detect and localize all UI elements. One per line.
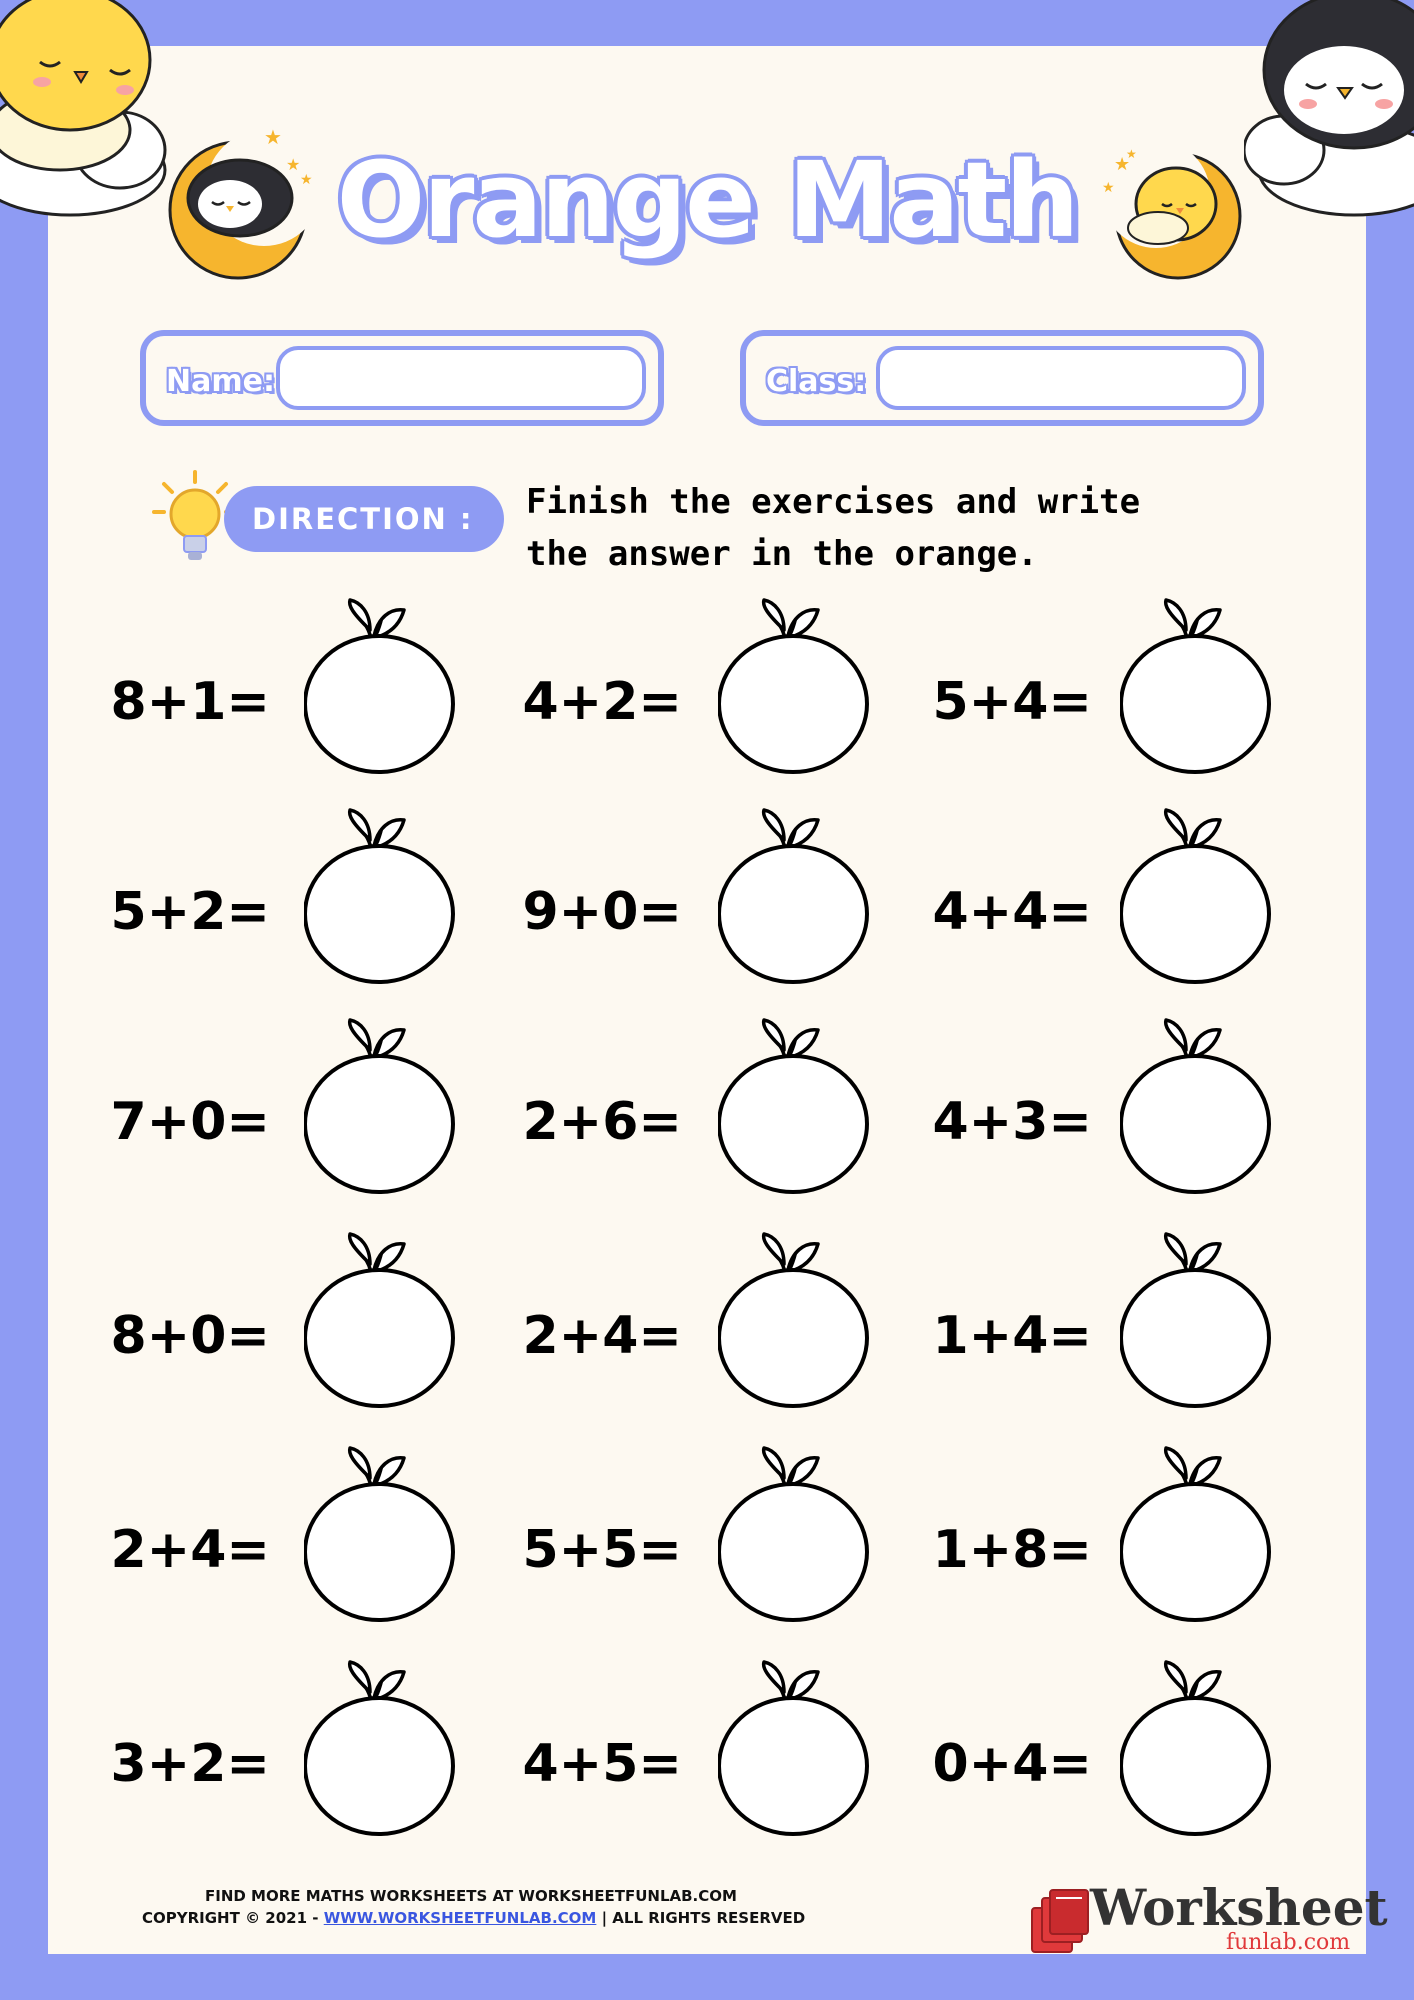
orange-answer-box[interactable] bbox=[1120, 1658, 1278, 1838]
orange-icon bbox=[1120, 1444, 1278, 1624]
orange-icon bbox=[1120, 1230, 1278, 1410]
problem-equation: 9+0= bbox=[522, 882, 682, 942]
class-label: Class: bbox=[766, 364, 867, 399]
problem-equation: 2+4= bbox=[110, 1520, 270, 1580]
problem-equation: 2+6= bbox=[522, 1092, 682, 1152]
copyright-prefix: COPYRIGHT © 2021 - bbox=[142, 1909, 324, 1927]
svg-text:★: ★ bbox=[264, 126, 282, 149]
orange-answer-box[interactable] bbox=[718, 1658, 876, 1838]
svg-text:★: ★ bbox=[286, 155, 301, 174]
problem-equation: 3+2= bbox=[110, 1734, 270, 1794]
problem-equation: 4+3= bbox=[932, 1092, 1092, 1152]
brand-name: Worksheet bbox=[1090, 1878, 1388, 1937]
orange-answer-box[interactable] bbox=[718, 1016, 876, 1196]
problem-equation: 0+4= bbox=[932, 1734, 1092, 1794]
orange-answer-box[interactable] bbox=[1120, 596, 1278, 776]
problem-equation: 4+5= bbox=[522, 1734, 682, 1794]
svg-text:★: ★ bbox=[1126, 147, 1137, 161]
orange-answer-box[interactable] bbox=[1120, 806, 1278, 986]
orange-answer-box[interactable] bbox=[304, 596, 462, 776]
svg-text:★: ★ bbox=[1102, 180, 1115, 196]
orange-answer-box[interactable] bbox=[304, 806, 462, 986]
brand-logo bbox=[1026, 1878, 1388, 1955]
name-field-box bbox=[140, 330, 664, 426]
brand-subtitle: funlab.com bbox=[1226, 1930, 1351, 1955]
orange-icon bbox=[1120, 806, 1278, 986]
footer-promo: FIND MORE MATHS WORKSHEETS AT WORKSHEETFUNLAB.COM bbox=[205, 1887, 737, 1905]
orange-icon bbox=[1120, 1658, 1278, 1838]
orange-icon bbox=[718, 596, 876, 776]
orange-icon bbox=[1120, 596, 1278, 776]
problem-equation: 4+2= bbox=[522, 672, 682, 732]
svg-text:★: ★ bbox=[1114, 154, 1131, 175]
footer-copyright bbox=[142, 1909, 805, 1927]
orange-icon bbox=[718, 1016, 876, 1196]
problem-equation: 4+4= bbox=[932, 882, 1092, 942]
direction-label-pill bbox=[224, 486, 504, 552]
svg-text:★: ★ bbox=[300, 172, 313, 188]
orange-answer-box[interactable] bbox=[304, 1444, 462, 1624]
class-input[interactable] bbox=[876, 346, 1246, 410]
problem-equation: 2+4= bbox=[522, 1306, 682, 1366]
name-input[interactable] bbox=[276, 346, 646, 410]
copyright-suffix: | ALL RIGHTS RESERVED bbox=[596, 1909, 806, 1927]
problem-equation: 5+4= bbox=[932, 672, 1092, 732]
problem-equation: 8+0= bbox=[110, 1306, 270, 1366]
orange-answer-box[interactable] bbox=[718, 1444, 876, 1624]
orange-icon bbox=[304, 806, 462, 986]
orange-answer-box[interactable] bbox=[718, 596, 876, 776]
direction-text: Finish the exercises and write the answer in the orange. bbox=[526, 482, 1141, 574]
problem-equation: 1+8= bbox=[932, 1520, 1092, 1580]
class-field-box bbox=[740, 330, 1264, 426]
orange-answer-box[interactable] bbox=[304, 1230, 462, 1410]
orange-icon bbox=[718, 1230, 876, 1410]
orange-answer-box[interactable] bbox=[1120, 1444, 1278, 1624]
orange-answer-box[interactable] bbox=[718, 1230, 876, 1410]
orange-icon bbox=[304, 1230, 462, 1410]
orange-answer-box[interactable] bbox=[304, 1016, 462, 1196]
orange-icon bbox=[304, 596, 462, 776]
problem-equation: 5+5= bbox=[522, 1520, 682, 1580]
orange-answer-box[interactable] bbox=[1120, 1016, 1278, 1196]
problem-equation: 8+1= bbox=[110, 672, 270, 732]
page-title: Orange Math bbox=[336, 139, 1078, 261]
orange-icon bbox=[1120, 1016, 1278, 1196]
orange-icon bbox=[304, 1444, 462, 1624]
orange-icon bbox=[718, 1658, 876, 1838]
book-stack-icon bbox=[1026, 1888, 1092, 1954]
problem-equation: 1+4= bbox=[932, 1306, 1092, 1366]
problem-equation: 5+2= bbox=[110, 882, 270, 942]
problem-equation: 7+0= bbox=[110, 1092, 270, 1152]
orange-answer-box[interactable] bbox=[1120, 1230, 1278, 1410]
orange-answer-box[interactable] bbox=[718, 806, 876, 986]
name-label: Name: bbox=[166, 364, 275, 399]
website-link[interactable]: WWW.WORKSHEETFUNLAB.COM bbox=[323, 1909, 597, 1927]
orange-answer-box[interactable] bbox=[304, 1658, 462, 1838]
orange-icon bbox=[304, 1658, 462, 1838]
direction-label: DIRECTION : bbox=[252, 502, 474, 536]
orange-icon bbox=[718, 1444, 876, 1624]
orange-icon bbox=[718, 806, 876, 986]
orange-icon bbox=[304, 1016, 462, 1196]
